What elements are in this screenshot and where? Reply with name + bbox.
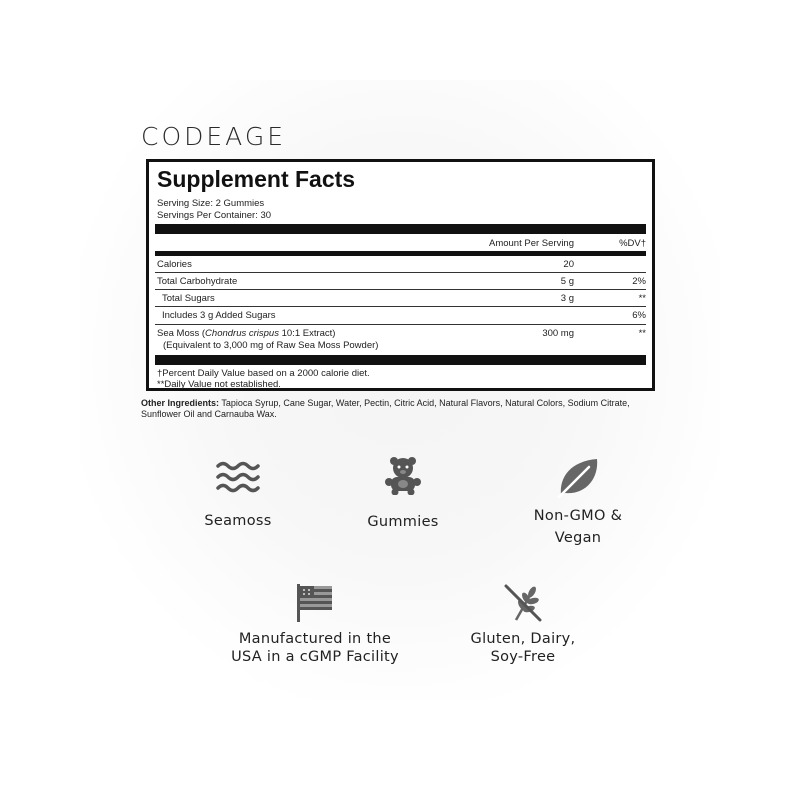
footnote-dv: †Percent Daily Value based on a 2000 calorie diet. (157, 368, 370, 379)
feature-label-line: Vegan (554, 530, 602, 546)
thick-divider (155, 355, 646, 365)
brand-logo: CODEAGE (141, 122, 287, 151)
row-amount: 20 (563, 259, 574, 270)
feature-gummies (343, 455, 463, 531)
feature-label-line: USA in a cGMP Facility (231, 649, 399, 665)
sea-moss-equivalent: (Equivalent to 3,000 mg of Raw Sea Moss Powder) (163, 340, 379, 351)
feature-label-line: Soy-Free (490, 649, 556, 665)
thick-divider (155, 224, 646, 234)
feature-label (458, 630, 588, 666)
medium-divider (155, 251, 646, 256)
other-ingredients: Other Ingredients: Tapioca Syrup, Cane Sugar, Water, Pectin, Citric Acid, Natural Flavors, Natural Colors, Sodium Citrate, Sunflower Oil and Carnauba Wax. (141, 398, 630, 419)
feature-allergen-free (458, 582, 588, 666)
sea-moss-dv: ** (638, 328, 646, 339)
row-amount: 3 g (560, 293, 574, 304)
row-divider (155, 289, 646, 290)
row-label: Total Sugars (162, 293, 215, 304)
serving-size: Serving Size: 2 Gummies (157, 198, 265, 209)
gummy-bear-icon (343, 455, 463, 495)
row-dv: ** (638, 293, 646, 304)
feature-label (513, 507, 643, 547)
row-label: Calories (157, 259, 192, 270)
feature-non-gmo-vegan (513, 455, 643, 547)
row-divider (155, 324, 646, 325)
header-amount: Amount Per Serving (488, 238, 574, 249)
feature-label-line: Manufactured in the (238, 631, 392, 647)
feature-label: Seamoss (204, 513, 272, 529)
row-label: Total Carbohydrate (157, 276, 238, 287)
feature-label-line: Non-GMO & (533, 508, 623, 524)
feature-usa-cgmp (210, 582, 420, 666)
row-label: Includes 3 g Added Sugars (162, 310, 276, 321)
sea-moss-label: Sea Moss (Chondrus crispus 10:1 Extract) (157, 328, 336, 339)
servings-per-container: Servings Per Container: 30 (157, 210, 272, 221)
facts-title: Supplement Facts (157, 166, 356, 192)
row-dv: 2% (632, 276, 646, 287)
row-dv: 6% (632, 310, 646, 321)
row-divider (155, 306, 646, 307)
supplement-facts-panel (146, 159, 655, 391)
feature-label: Gummies (367, 514, 439, 530)
no-wheat-icon (458, 582, 588, 624)
leaf-icon (513, 455, 643, 499)
footnote-not-established: **Daily Value not established. (157, 379, 281, 390)
row-amount: 5 g (560, 276, 574, 287)
waves-icon (178, 460, 298, 494)
row-divider (155, 272, 646, 273)
usa-flag-icon (210, 582, 420, 624)
feature-label (210, 630, 420, 666)
feature-seamoss (178, 460, 298, 530)
feature-label-line: Gluten, Dairy, (470, 631, 576, 647)
sea-moss-amount: 300 mg (542, 328, 574, 339)
header-dv: %DV† (619, 238, 646, 249)
